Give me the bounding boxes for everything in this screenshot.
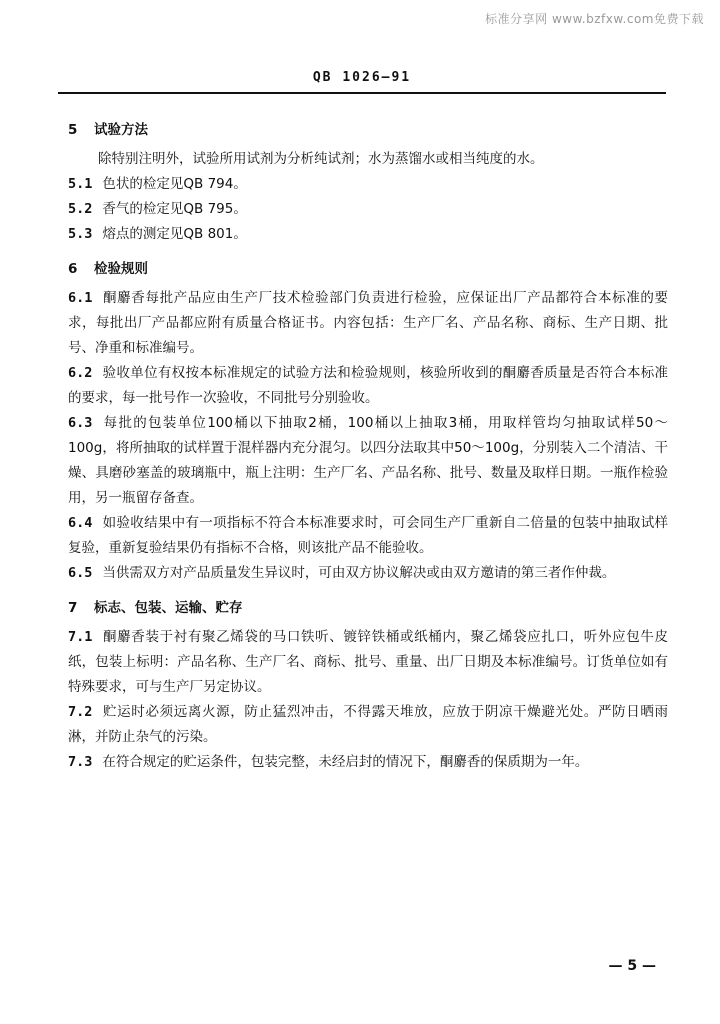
clause-text: 香气的检定见QB 795。 bbox=[102, 201, 247, 217]
section-title bbox=[68, 118, 668, 143]
clause bbox=[68, 361, 668, 411]
clause bbox=[68, 411, 668, 511]
clause-text: 酮麝香每批产品应由生产厂技术检验部门负责进行检验，应保证出厂产品都符合本标准的要求，每批出厂产品都应附有质量合格证书。内容包括：生产厂名、产品名称、商标、生产日期、批号、净重和标准编号。 bbox=[68, 290, 668, 356]
clause-text: 酮麝香装于衬有聚乙烯袋的马口铁听、镀锌铁桶或纸桶内，聚乙烯袋应扎口，听外应包牛皮纸，包装上标明：产品名称、生产厂名、商标、批号、重量、出厂日期及本标准编号。订货单位如有特殊要求，可与生产厂另定协议。 bbox=[68, 629, 668, 695]
section-7 bbox=[68, 596, 668, 775]
clause bbox=[68, 561, 668, 586]
clause-number: 6.5 bbox=[68, 565, 93, 581]
clause-text: 色状的检定见QB 794。 bbox=[102, 176, 247, 192]
section-heading: 检验规则 bbox=[94, 261, 148, 277]
paragraph-text: 除特别注明外，试验所用试剂为分析纯试剂；水为蒸馏水或相当纯度的水。 bbox=[98, 151, 544, 167]
clause-text: 在符合规定的贮运条件，包装完整，未经启封的情况下，酮麝香的保质期为一年。 bbox=[102, 754, 589, 770]
page-header bbox=[58, 66, 666, 85]
section-number: 5 bbox=[68, 122, 78, 138]
clause bbox=[68, 700, 668, 750]
clause bbox=[68, 625, 668, 700]
clause bbox=[68, 172, 668, 197]
clause-text: 验收单位有权按本标准规定的试验方法和检验规则，核验所收到的酮麝香质量是否符合本标准的要求，每一批号作一次验收，不同批号分别验收。 bbox=[68, 365, 668, 406]
clause-number: 5.2 bbox=[68, 201, 93, 217]
clause-number: 6.3 bbox=[68, 415, 93, 431]
section-6 bbox=[68, 257, 668, 586]
paragraph bbox=[68, 147, 668, 172]
page-number: — 5 — bbox=[608, 958, 656, 974]
section-number: 6 bbox=[68, 261, 78, 277]
section-heading: 试验方法 bbox=[94, 122, 148, 138]
clause bbox=[68, 222, 668, 247]
clause-text: 熔点的测定见QB 801。 bbox=[102, 226, 247, 242]
clause-number: 7.2 bbox=[68, 704, 93, 720]
section-title bbox=[68, 596, 668, 621]
clause-text: 每批的包装单位100桶以下抽取2桶，100桶以上抽取3桶，用取样管均匀抽取试样50～100g，将所抽取的试样置于混样器内充分混匀。以四分法取其中50～100g，分别装入二个清洁、干燥、具磨砂塞盖的玻璃瓶中，瓶上注明：生产厂名、产品名称、批号、数量及取样日期。一瓶作检验用，另一瓶留存备查。 bbox=[68, 415, 668, 506]
document-body bbox=[68, 116, 668, 785]
clause bbox=[68, 511, 668, 561]
clause-number: 5.3 bbox=[68, 226, 93, 242]
clause-number: 6.4 bbox=[68, 515, 93, 531]
section-number: 7 bbox=[68, 600, 78, 616]
clause bbox=[68, 286, 668, 361]
clause-number: 7.3 bbox=[68, 754, 93, 770]
clause-text: 贮运时必须远离火源，防止猛烈冲击，不得露天堆放，应放于阴凉干燥避光处。严防日晒雨淋，并防止杂气的污染。 bbox=[68, 704, 668, 745]
clause-number: 7.1 bbox=[68, 629, 93, 645]
clause bbox=[68, 750, 668, 775]
clause-text: 如验收结果中有一项指标不符合本标准要求时，可会同生产厂重新自二倍量的包装中抽取试样复验，重新复验结果仍有指标不合格，则该批产品不能验收。 bbox=[68, 515, 668, 556]
section-heading: 标志、包装、运输、贮存 bbox=[94, 600, 243, 616]
watermark-text: 标准分享网 www.bzfxw.com免费下载 bbox=[485, 12, 704, 26]
clause-number: 6.1 bbox=[68, 290, 93, 306]
clause-number: 6.2 bbox=[68, 365, 93, 381]
clause bbox=[68, 197, 668, 222]
section-5 bbox=[68, 118, 668, 247]
section-title bbox=[68, 257, 668, 282]
clause-text: 当供需双方对产品质量发生异议时，可由双方协议解决或由双方邀请的第三者作仲裁。 bbox=[102, 565, 616, 581]
clause-number: 5.1 bbox=[68, 176, 93, 192]
header-rule bbox=[58, 92, 666, 94]
standard-code: QB 1026—91 bbox=[312, 70, 412, 85]
